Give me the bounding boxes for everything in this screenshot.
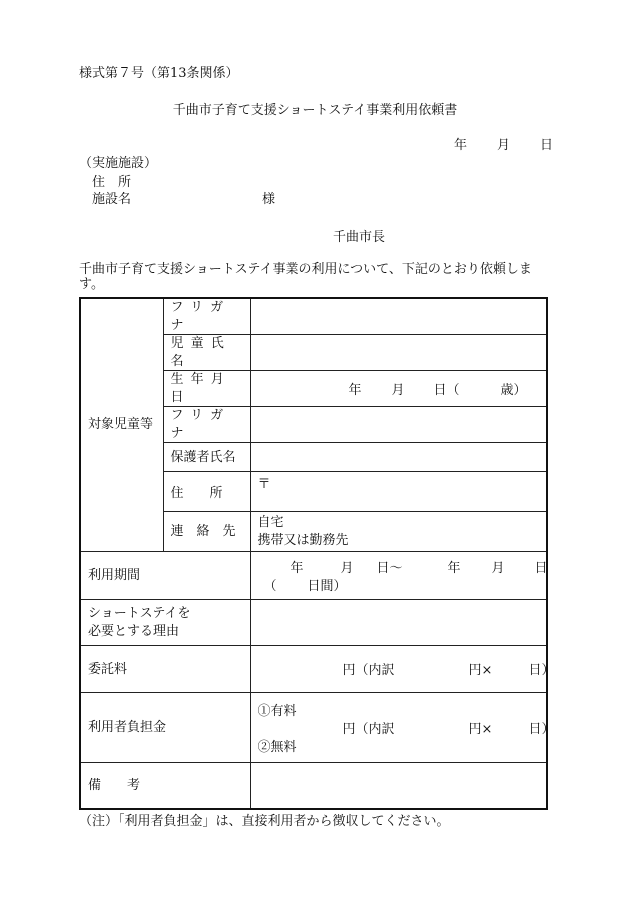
document-title: 千曲市子育て支援ショートステイ事業利用依頼書: [172, 103, 458, 118]
child-name-label: 児童氏名: [163, 335, 250, 371]
facility-heading: （実施施設）: [79, 156, 158, 171]
period-label: 利用期間: [80, 552, 250, 600]
reason-label-line1: ショートステイを: [88, 606, 191, 622]
child-furigana-field[interactable]: [250, 298, 547, 335]
date-day-label: 日: [540, 138, 554, 153]
birthdate-label: 生年月日: [163, 371, 250, 407]
period-day1: 日～: [376, 560, 403, 576]
child-name-field[interactable]: [250, 335, 547, 371]
birth-year-label: 年: [348, 382, 362, 398]
burden-paid-option[interactable]: ①有料: [257, 703, 297, 719]
birth-month-label: 月: [391, 382, 405, 398]
period-field[interactable]: [250, 552, 547, 600]
period-year1: 年: [290, 560, 304, 576]
contact-mobile-label: 携帯又は勤務先: [257, 532, 349, 548]
child-group-label: 対象児童等: [80, 298, 163, 552]
birth-day-label: 日（: [433, 382, 460, 398]
fee-field[interactable]: [250, 646, 555, 693]
guardian-name-label: 保護者氏名: [163, 443, 250, 472]
period-days-close: 日間）: [307, 578, 347, 594]
date-month-label: 月: [497, 138, 511, 153]
fee-label: 委託料: [80, 646, 250, 693]
guardian-furigana-field[interactable]: [250, 407, 547, 443]
burden-label: 利用者負担金: [80, 693, 250, 763]
guardian-furigana-label: フリガナ: [163, 407, 250, 443]
remarks-field[interactable]: [250, 763, 547, 809]
period-month2: 月: [491, 560, 505, 576]
honorific: 様: [262, 192, 276, 207]
sender-mayor: 千曲市長: [333, 230, 386, 245]
period-month1: 月: [340, 560, 354, 576]
burden-field[interactable]: [250, 693, 555, 763]
reason-label-line2: 必要とする理由: [88, 623, 180, 639]
burden-yen: 円（内訳: [342, 721, 395, 737]
facility-name-label: 施設名: [92, 192, 132, 207]
contact-field[interactable]: [250, 512, 547, 552]
form-number: 様式第７号（第13条関係）: [79, 66, 239, 81]
date-year-label: 年: [454, 138, 468, 153]
period-day2: 日: [534, 560, 548, 576]
reason-label: [80, 600, 250, 646]
guardian-name-field[interactable]: [250, 443, 547, 472]
reason-field[interactable]: [250, 600, 547, 646]
contact-home-label: 自宅: [257, 515, 284, 531]
birthdate-field[interactable]: [250, 371, 547, 407]
recipient-address-label: 住 所: [92, 175, 132, 190]
remarks-label: 備 考: [80, 763, 250, 809]
burden-days: 日）: [528, 721, 555, 737]
birth-age-label: 歳）: [500, 382, 527, 398]
footnote: （注）「利用者負担金」は、直接利用者から徴収してください。: [79, 814, 450, 829]
fee-yen: 円（内訳: [342, 663, 395, 679]
address-label: [163, 472, 250, 512]
period-year2: 年: [447, 560, 461, 576]
period-days-open: （: [263, 578, 277, 594]
address-label-text: 住 所: [170, 485, 223, 501]
request-form-table: [79, 297, 555, 810]
burden-yen-x: 円×: [468, 721, 493, 737]
fee-days: 日）: [528, 663, 555, 679]
furigana-label: フリガナ: [163, 298, 250, 335]
intro-text: 千曲市子育て支援ショートステイ事業の利用について、下記のとおり依頼します。: [79, 262, 532, 292]
address-field[interactable]: [250, 472, 547, 512]
fee-yen-x: 円×: [468, 663, 493, 679]
contact-label: 連 絡 先: [163, 512, 250, 552]
burden-free-option[interactable]: ②無料: [257, 739, 297, 755]
postal-mark: 〒: [257, 477, 271, 493]
